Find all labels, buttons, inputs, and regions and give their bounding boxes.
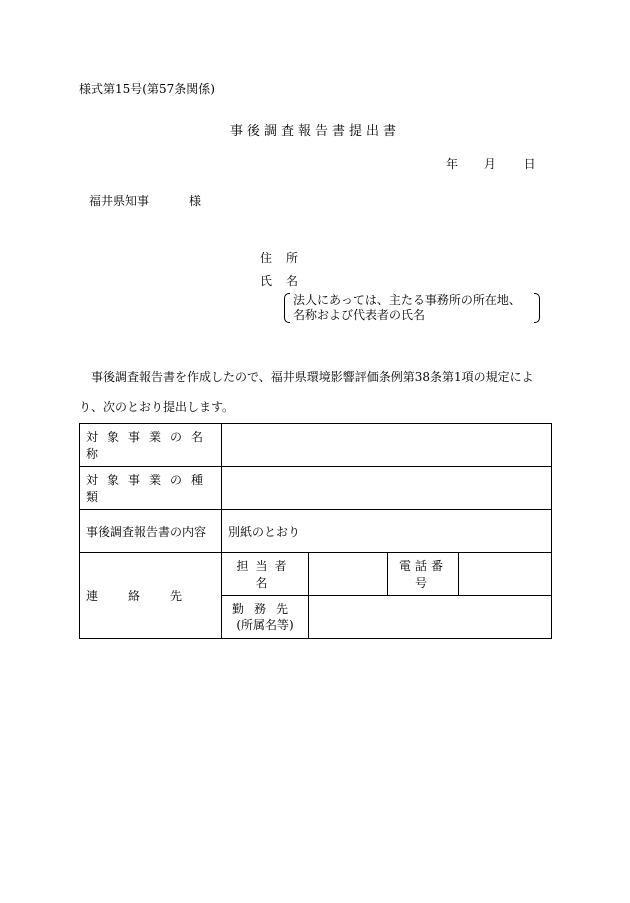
form-number: 様式第15号(第57条関係) xyxy=(79,82,215,96)
date-line xyxy=(446,155,536,172)
addressee xyxy=(89,192,201,209)
phone-label: 電話番号 xyxy=(388,553,459,596)
workplace-label-line2: (所属名等) xyxy=(236,618,294,632)
document-title: 事後調査報告書提出書 xyxy=(229,124,400,139)
right-bracket xyxy=(534,293,540,323)
addressee-honorific: 様 xyxy=(189,194,202,208)
report-table xyxy=(79,423,552,639)
table-row-project-type xyxy=(80,467,552,510)
name-label: 氏名 xyxy=(260,274,313,288)
corporate-note xyxy=(287,293,537,323)
person-value[interactable] xyxy=(309,553,388,596)
project-type-label: 対象事業の種類 xyxy=(80,467,222,510)
addressee-name: 福井県知事 xyxy=(89,194,150,208)
body-text: 事後調査報告書を作成したので、福井県環境影響評価条例第38条第1項の規定により、次のとおり提出します。 xyxy=(79,370,534,414)
report-content-label: 事後調査報告書の内容 xyxy=(80,510,222,553)
workplace-label xyxy=(222,596,309,639)
workplace-label-line1: 勤務先 xyxy=(231,602,298,616)
corporate-note-line2: 名称および代表者の氏名 xyxy=(293,308,426,322)
date-year-label: 年 xyxy=(446,157,459,171)
contact-label: 連絡先 xyxy=(80,553,222,639)
table-row-contact-person xyxy=(80,553,552,596)
project-name-label: 対象事業の名称 xyxy=(80,424,222,467)
person-label: 担当者名 xyxy=(222,553,309,596)
table-row-project-name xyxy=(80,424,552,467)
left-bracket xyxy=(284,293,290,323)
report-content-value: 別紙のとおり xyxy=(222,510,552,553)
date-day-label: 日 xyxy=(523,157,536,171)
date-month-label: 月 xyxy=(483,157,496,171)
project-type-value[interactable] xyxy=(222,467,552,510)
table-row-report-content xyxy=(80,510,552,553)
address-label: 住所 xyxy=(260,251,313,265)
project-name-value[interactable] xyxy=(222,424,552,467)
workplace-value[interactable] xyxy=(309,596,552,639)
phone-value[interactable] xyxy=(459,553,552,596)
corporate-note-line1: 法人にあっては、主たる事務所の所在地、 xyxy=(293,293,521,307)
